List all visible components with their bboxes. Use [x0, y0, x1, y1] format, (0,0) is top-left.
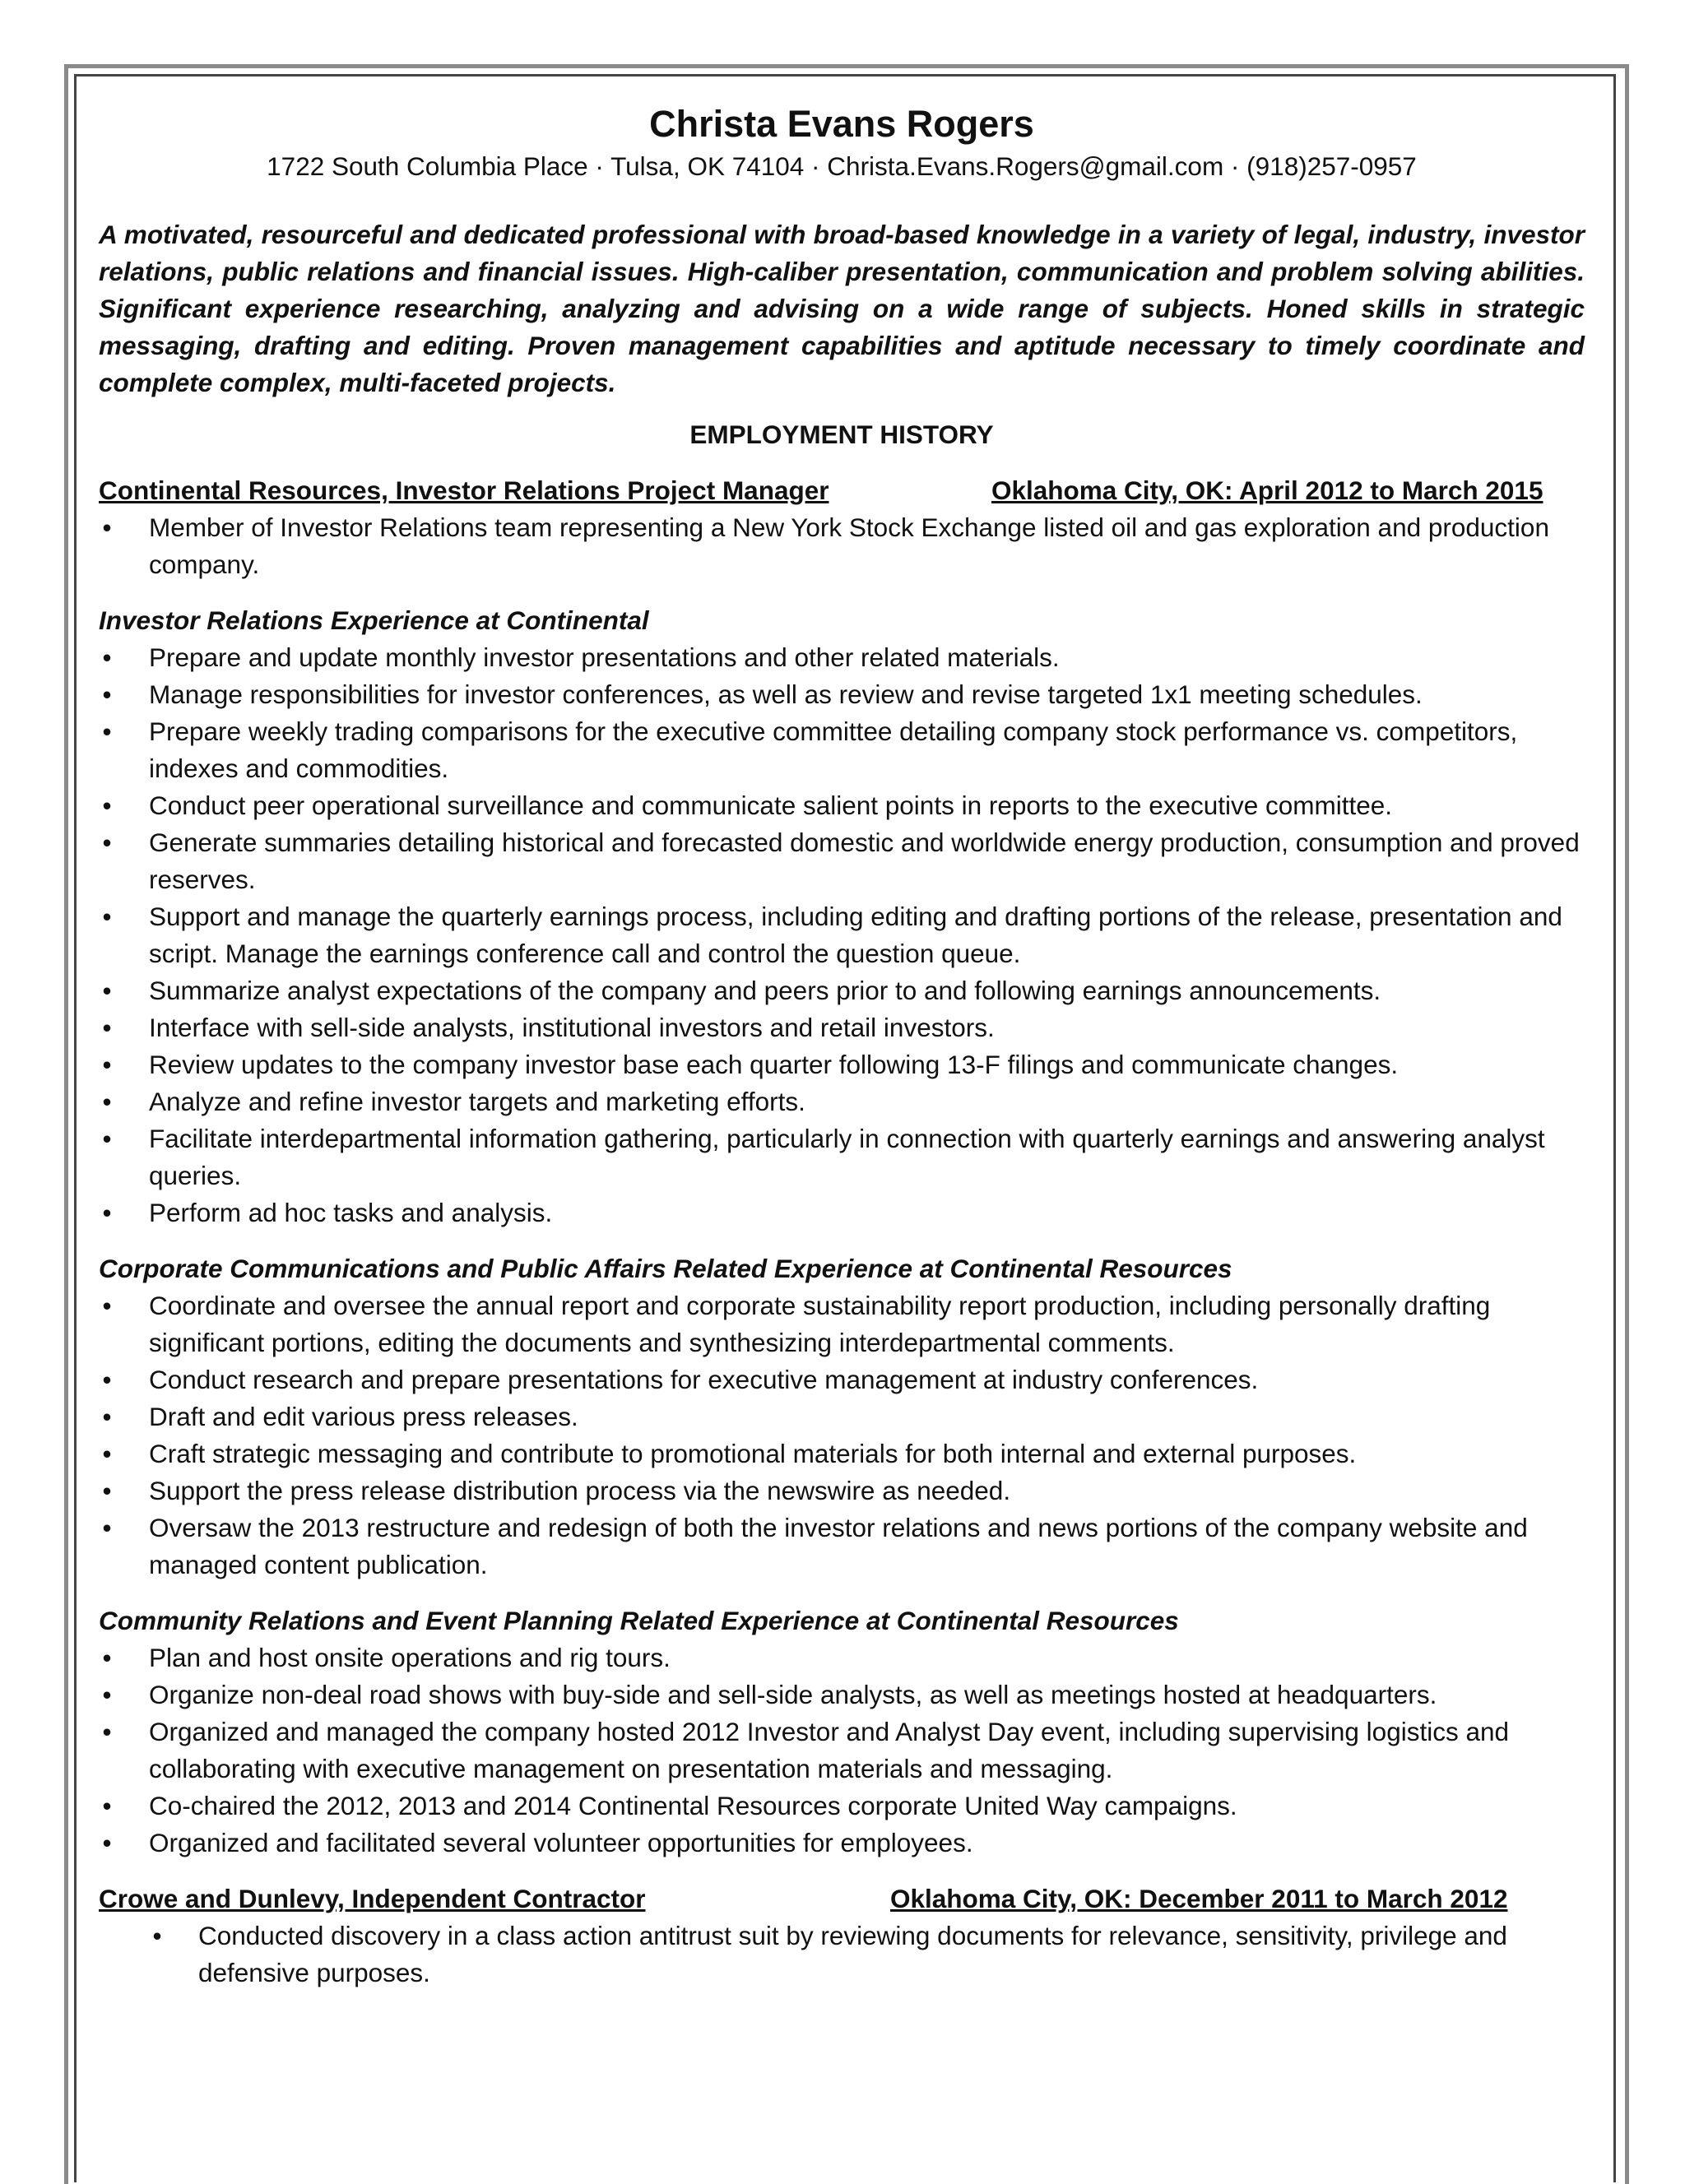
bullet-text: Conduct peer operational surveillance and communicate salient points in reports to the executive committee. — [149, 791, 1393, 820]
bullet-icon: • — [102, 679, 112, 709]
bullet-item — [99, 1194, 1585, 1231]
bullet-item — [99, 1083, 1585, 1120]
bullet-text: Conduct research and prepare presentations for executive management at industry conferences. — [149, 1365, 1259, 1394]
bullet-icon: • — [102, 1291, 112, 1320]
job-title: Continental Resources, Investor Relations Project Manager — [99, 475, 829, 505]
bullet-item — [99, 1713, 1585, 1788]
bullet-icon: • — [102, 902, 112, 931]
bullet-icon: • — [102, 791, 112, 820]
bullet-icon: • — [102, 1087, 112, 1116]
bullet-item — [99, 676, 1585, 713]
bullet-text: Generate summaries detailing historical and forecasted domestic and worldwide energy production, consumption and proved reserves. — [149, 828, 1580, 894]
bullet-item — [99, 713, 1585, 787]
job-subsections — [99, 602, 1585, 1862]
bullet-icon: • — [102, 1013, 112, 1042]
bullet-text: Support the press release distribution process via the newswire as needed. — [149, 1476, 1011, 1505]
bullet-icon: • — [102, 1439, 112, 1468]
bullet-icon: • — [102, 1365, 112, 1394]
bullet-icon: • — [102, 1717, 112, 1746]
job-title: Crowe and Dunlevy, Independent Contractor — [99, 1884, 646, 1913]
professional-summary: A motivated, resourceful and dedicated professional with broad-based knowledge in a variety of legal, industry, investor relations, public relations and financial issues. High-caliber presentation, communication and problem solving abilities. Significant experience researching, analyzing and advising on a wide range of subjects. Honed skills in strategic messaging, drafting and editing. Proven management capabilities and aptitude necessary to timely coordinate and complete complex, multi-faceted projects. — [99, 220, 1585, 397]
bullet-item — [99, 1509, 1585, 1584]
bullet-icon: • — [102, 1680, 112, 1709]
bullet-text: Craft strategic messaging and contribute to promotional materials for both internal and external purposes. — [149, 1439, 1357, 1468]
bullet-item — [99, 1009, 1585, 1046]
bullet-text: Organize non-deal road shows with buy-side and sell-side analysts, as well as meetings hosted at headquarters. — [149, 1680, 1437, 1709]
bullet-icon: • — [102, 1513, 112, 1542]
subsection-bullet-list — [99, 1287, 1585, 1584]
subsection-heading: Investor Relations Experience at Continental — [99, 605, 649, 635]
bullet-icon: • — [102, 1050, 112, 1079]
bullet-icon: • — [102, 1791, 112, 1820]
bullet-item — [99, 1639, 1585, 1676]
bullet-item — [99, 1472, 1585, 1509]
subsection-bullet-list — [99, 1639, 1585, 1862]
bullet-text: Review updates to the company investor base each quarter following 13-F filings and communicate changes. — [149, 1050, 1399, 1079]
bullet-item — [99, 639, 1585, 676]
bullet-item — [99, 1398, 1585, 1435]
bullet-item — [99, 1825, 1585, 1862]
bullet-text: Co-chaired the 2012, 2013 and 2014 Continental Resources corporate United Way campaigns. — [149, 1791, 1237, 1820]
bullet-item — [99, 898, 1585, 972]
bullet-text: Oversaw the 2013 restructure and redesign of both the investor relations and news portions of the company website and managed content publication. — [149, 1513, 1528, 1579]
bullet-text: Prepare and update monthly investor presentations and other related materials. — [149, 642, 1060, 672]
bullet-item — [99, 1120, 1585, 1194]
bullet-icon: • — [102, 1402, 112, 1431]
bullet-icon: • — [102, 1198, 112, 1227]
bullet-item — [99, 1788, 1585, 1825]
bullet-item — [99, 1435, 1585, 1472]
section-title-employment: EMPLOYMENT HISTORY — [689, 420, 994, 449]
subsection-heading: Community Relations and Event Planning Related Experience at Continental Resources — [99, 1606, 1179, 1635]
bullet-item — [99, 509, 1585, 583]
job-location-dates: Oklahoma City, OK: April 2012 to March 2015 — [991, 475, 1543, 505]
bullet-text: Conducted discovery in a class action antitrust suit by reviewing documents for relevance, sensitivity, privilege and defensive purposes. — [198, 1921, 1507, 1987]
bullet-item — [99, 972, 1585, 1009]
bullet-icon: • — [102, 828, 112, 857]
bullet-text: Organized and managed the company hosted 2012 Investor and Analyst Day event, including supervising logistics and collaborating with executive management on presentation materials and messaging. — [149, 1717, 1510, 1783]
job-heading-crowe-dunlevy — [99, 1880, 1585, 1917]
bullet-text: Prepare weekly trading comparisons for the executive committee detailing company stock performance vs. competitors, indexes and commodities. — [149, 716, 1518, 783]
bullet-icon: • — [102, 1476, 112, 1505]
bullet-icon: • — [102, 1643, 112, 1672]
job-bullet-list — [99, 1917, 1585, 1992]
subsection-heading: Corporate Communications and Public Affairs Related Experience at Continental Resources — [99, 1254, 1232, 1283]
bullet-icon: • — [102, 976, 112, 1005]
contact-line: 1722 South Columbia Place · Tulsa, OK 74104 · Christa.Evans.Rogers@gmail.com · (918)257-0957 — [267, 151, 1417, 181]
bullet-item — [99, 1676, 1585, 1713]
resume-body — [99, 100, 1585, 1992]
bullet-text: Perform ad hoc tasks and analysis. — [149, 1198, 553, 1227]
bullet-icon: • — [102, 512, 112, 542]
bullet-item — [99, 1287, 1585, 1361]
bullet-icon: • — [152, 1921, 162, 1950]
bullet-text: Coordinate and oversee the annual report and corporate sustainability report production, including personally drafting significant portions, editing the documents and synthesizing interdepartmental comments. — [149, 1291, 1491, 1357]
job-intro-list — [99, 509, 1585, 583]
bullet-text: Plan and host onsite operations and rig tours. — [149, 1643, 671, 1672]
bullet-text: Support and manage the quarterly earnings process, including editing and drafting portions of the release, presentation and script. Manage the earnings conference call and control the question queue. — [149, 902, 1562, 968]
bullet-icon: • — [102, 642, 112, 672]
bullet-text: Manage responsibilities for investor conferences, as well as review and revise targeted 1x1 meeting schedules. — [149, 679, 1423, 709]
bullet-icon: • — [102, 716, 112, 746]
bullet-text: Organized and facilitated several volunteer opportunities for employees. — [149, 1828, 973, 1857]
bullet-text: Interface with sell-side analysts, institutional investors and retail investors. — [149, 1013, 995, 1042]
bullet-text: Facilitate interdepartmental information gathering, particularly in connection with quarterly earnings and answering analyst queries. — [149, 1124, 1545, 1190]
job-heading-continental — [99, 472, 1585, 509]
job-location-dates: Oklahoma City, OK: December 2011 to March 2012 — [890, 1884, 1508, 1913]
bullet-text: Member of Investor Relations team representing a New York Stock Exchange listed oil and gas exploration and production company. — [149, 512, 1549, 579]
bullet-text: Draft and edit various press releases. — [149, 1402, 578, 1431]
bullet-item — [99, 1917, 1585, 1992]
bullet-item — [99, 824, 1585, 898]
subsection-bullet-list — [99, 639, 1585, 1231]
bullet-text: Analyze and refine investor targets and marketing efforts. — [149, 1087, 805, 1116]
candidate-name: Christa Evans Rogers — [649, 103, 1034, 145]
bullet-item — [99, 1046, 1585, 1083]
bullet-item — [99, 1361, 1585, 1398]
bullet-icon: • — [102, 1828, 112, 1857]
bullet-icon: • — [102, 1124, 112, 1153]
bullet-item — [99, 787, 1585, 824]
bullet-text: Summarize analyst expectations of the company and peers prior to and following earnings announcements. — [149, 976, 1381, 1005]
